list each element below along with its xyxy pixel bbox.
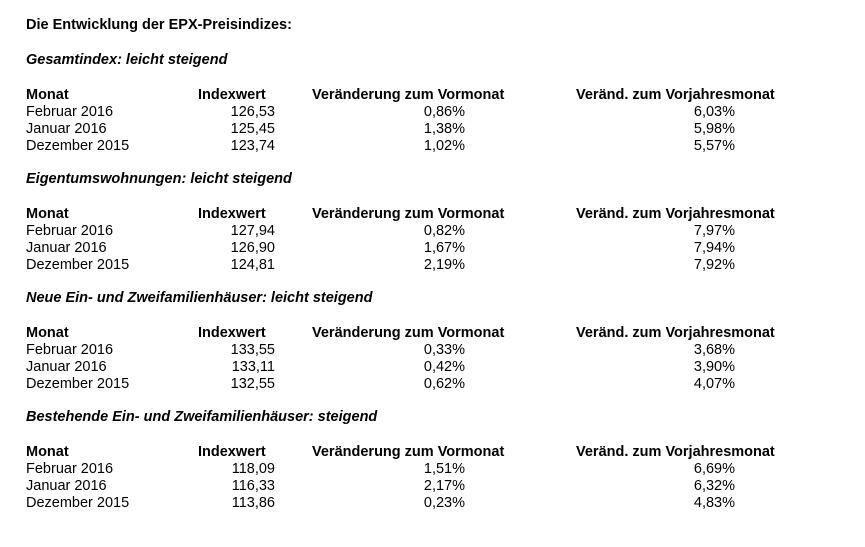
column-header-vormonat: Veränderung zum Vormonat: [312, 87, 505, 103]
cell-indexwert: 127,94: [230, 223, 275, 239]
cell-monat: Januar 2016: [26, 240, 107, 256]
cell-vorjahr: 7,94%: [693, 240, 735, 256]
column-header-vorjahr: Veränd. zum Vorjahresmonat: [576, 87, 775, 103]
column-header-indexwert: Indexwert: [198, 206, 266, 222]
page-title: Die Entwicklung der EPX-Preisindizes:: [26, 17, 292, 33]
cell-vormonat: 1,67%: [423, 240, 465, 256]
column-header-monat: Monat: [26, 444, 69, 460]
cell-indexwert: 116,33: [231, 478, 275, 494]
column-header-vormonat: Veränderung zum Vormonat: [312, 325, 505, 341]
column-header-vorjahr: Veränd. zum Vorjahresmonat: [576, 325, 775, 341]
cell-vormonat: 1,02%: [423, 138, 465, 154]
section-title: Neue Ein- und Zweifamilienhäuser: leicht steigend: [26, 290, 373, 306]
cell-vorjahr: 4,07%: [693, 376, 735, 392]
cell-monat: Dezember 2015: [26, 495, 130, 511]
cell-monat: Februar 2016: [26, 342, 114, 358]
cell-vorjahr: 3,90%: [693, 359, 735, 375]
column-header-vormonat: Veränderung zum Vormonat: [312, 206, 505, 222]
cell-monat: Januar 2016: [26, 478, 107, 494]
cell-vorjahr: 3,68%: [693, 342, 735, 358]
cell-monat: Februar 2016: [26, 223, 114, 239]
cell-monat: Dezember 2015: [26, 376, 130, 392]
cell-vormonat: 1,51%: [423, 461, 465, 477]
cell-monat: Januar 2016: [26, 359, 107, 375]
cell-vorjahr: 7,92%: [693, 257, 735, 273]
section-title: Bestehende Ein- und Zweifamilienhäuser: steigend: [26, 409, 378, 425]
cell-indexwert: 133,11: [231, 359, 275, 375]
cell-vorjahr: 7,97%: [693, 223, 735, 239]
cell-indexwert: 126,53: [230, 104, 275, 120]
cell-monat: Januar 2016: [26, 121, 107, 137]
column-header-vorjahr: Veränd. zum Vorjahresmonat: [576, 206, 775, 222]
cell-vorjahr: 5,57%: [693, 138, 735, 154]
cell-indexwert: 133,55: [230, 342, 275, 358]
cell-vormonat: 2,19%: [423, 257, 465, 273]
cell-indexwert: 125,45: [230, 121, 275, 137]
cell-indexwert: 113,86: [231, 495, 275, 511]
column-header-indexwert: Indexwert: [198, 325, 266, 341]
cell-monat: Dezember 2015: [26, 257, 130, 273]
cell-indexwert: 123,74: [230, 138, 275, 154]
cell-vorjahr: 6,32%: [693, 478, 735, 494]
cell-vorjahr: 6,03%: [693, 104, 735, 120]
cell-monat: Februar 2016: [26, 461, 114, 477]
cell-vorjahr: 6,69%: [693, 461, 735, 477]
cell-vormonat: 0,82%: [423, 223, 465, 239]
cell-monat: Februar 2016: [26, 104, 114, 120]
cell-monat: Dezember 2015: [26, 138, 130, 154]
cell-indexwert: 118,09: [231, 461, 275, 477]
column-header-indexwert: Indexwert: [198, 87, 266, 103]
cell-vormonat: 1,38%: [423, 121, 465, 137]
cell-vorjahr: 4,83%: [693, 495, 735, 511]
cell-indexwert: 124,81: [230, 257, 275, 273]
column-header-monat: Monat: [26, 206, 69, 222]
column-header-vorjahr: Veränd. zum Vorjahresmonat: [576, 444, 775, 460]
cell-vormonat: 0,86%: [423, 104, 465, 120]
cell-vormonat: 0,33%: [423, 342, 465, 358]
cell-vormonat: 0,42%: [423, 359, 465, 375]
cell-indexwert: 132,55: [230, 376, 275, 392]
section-title: Eigentumswohnungen: leicht steigend: [26, 171, 292, 187]
cell-vormonat: 0,62%: [423, 376, 465, 392]
cell-vorjahr: 5,98%: [693, 121, 735, 137]
column-header-monat: Monat: [26, 87, 69, 103]
cell-vormonat: 2,17%: [423, 478, 465, 494]
cell-indexwert: 126,90: [230, 240, 275, 256]
section-title: Gesamtindex: leicht steigend: [26, 52, 228, 68]
column-header-monat: Monat: [26, 325, 69, 341]
cell-vormonat: 0,23%: [423, 495, 465, 511]
column-header-indexwert: Indexwert: [198, 444, 266, 460]
column-header-vormonat: Veränderung zum Vormonat: [312, 444, 505, 460]
